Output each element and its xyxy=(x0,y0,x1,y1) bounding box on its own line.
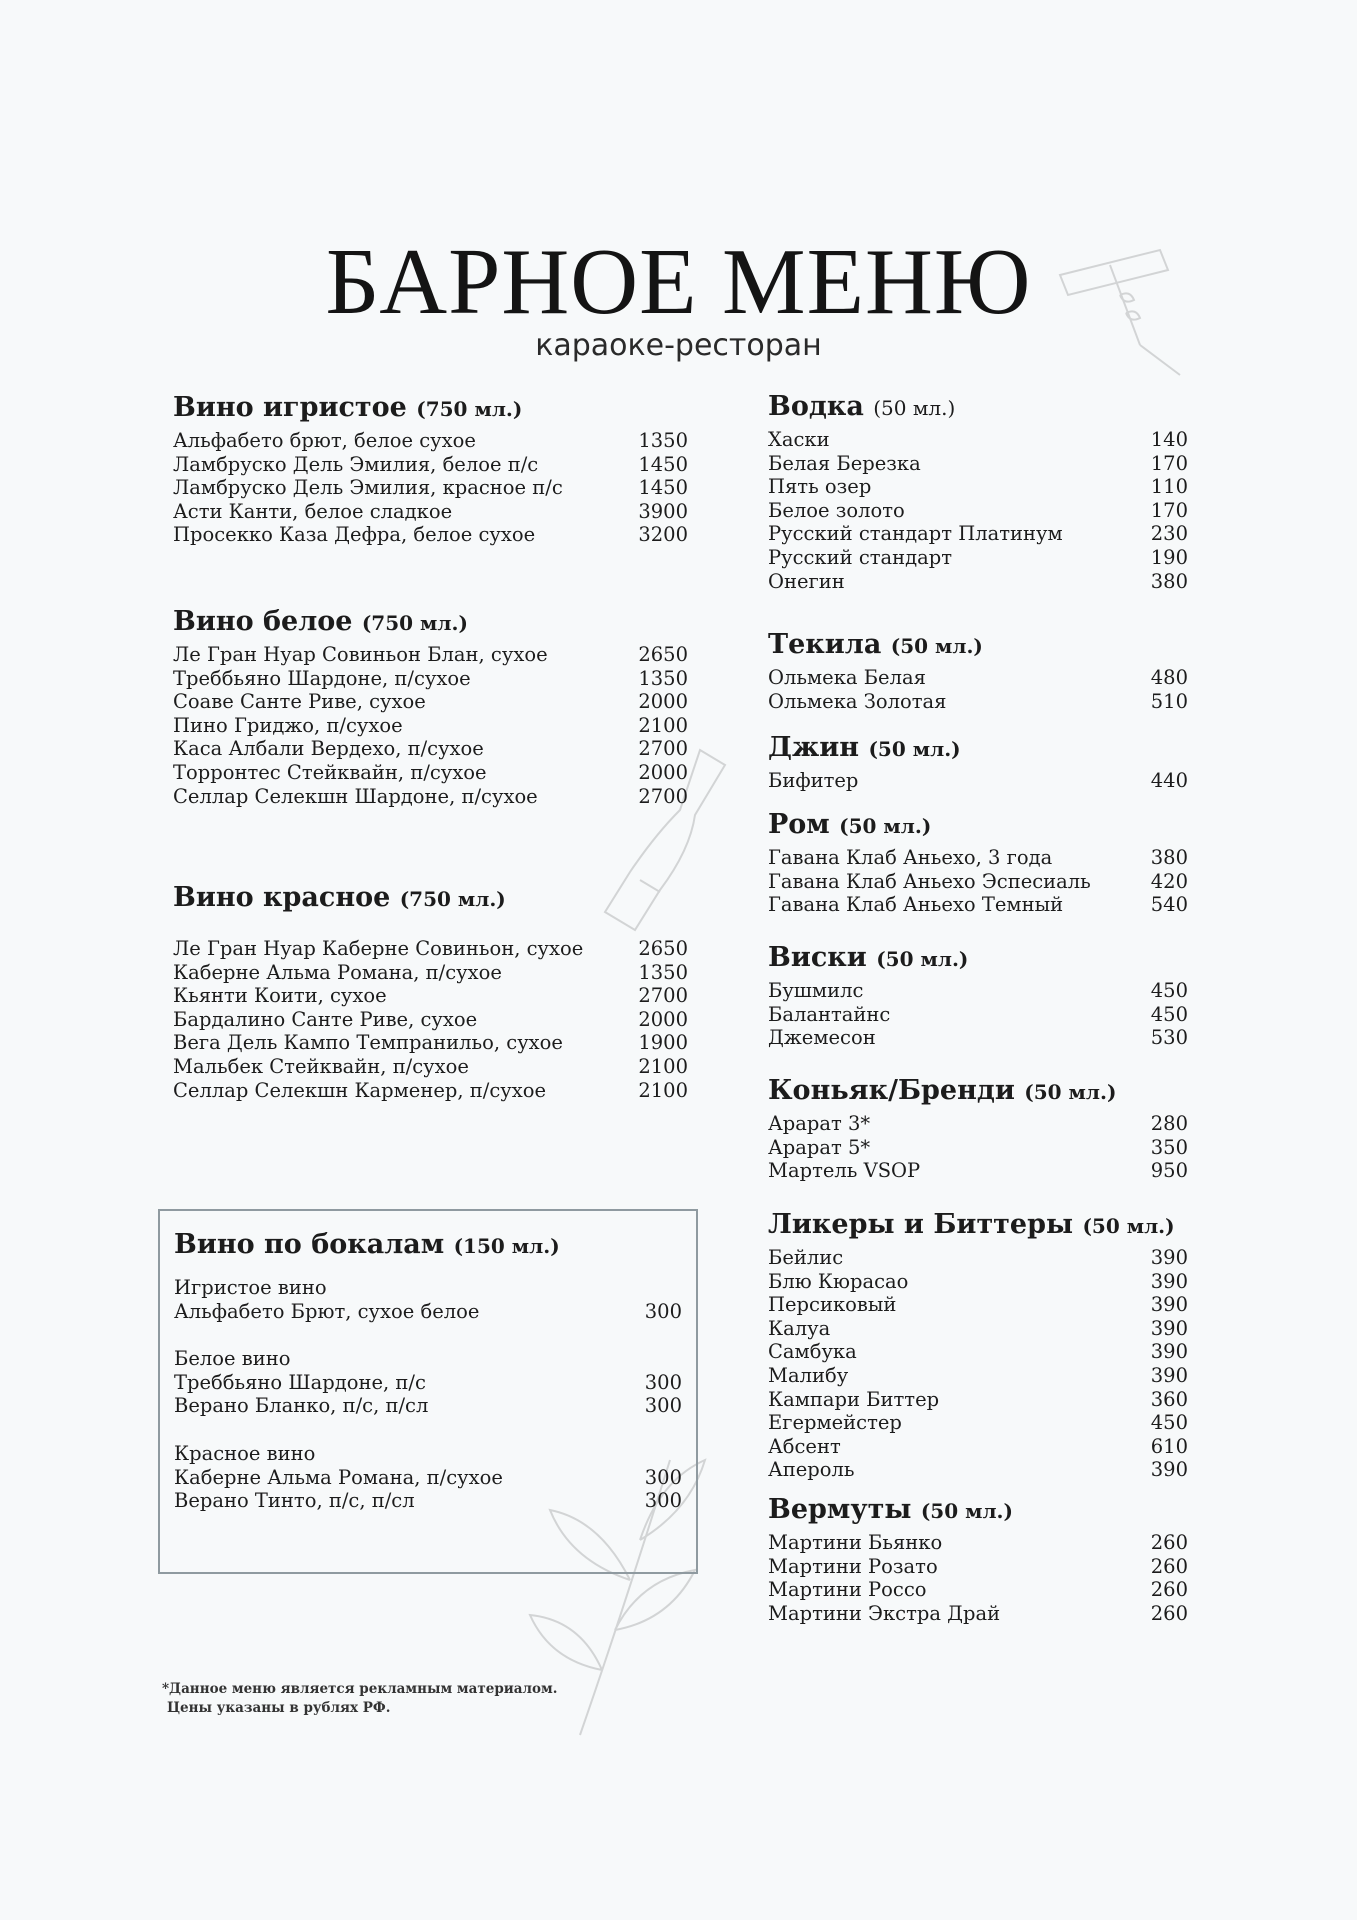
item-price: 2000 xyxy=(638,690,688,714)
item-price: 350 xyxy=(1150,1135,1188,1159)
item-price: 170 xyxy=(1150,498,1188,522)
menu-item xyxy=(768,1293,1188,1317)
item-price: 260 xyxy=(1150,1554,1188,1578)
page-title: БАРНОЕ МЕНЮ xyxy=(325,230,1032,334)
item-name: Селлар Селекшн Карменер, п/сухое xyxy=(173,1078,547,1102)
glass-group-title: Красное вино xyxy=(174,1441,316,1465)
item-name: Хаски xyxy=(768,428,830,451)
menu-item xyxy=(768,1246,1188,1270)
item-name: Мартини Экстра Драй xyxy=(768,1601,1001,1625)
item-name: Гавана Клаб Аньехо Темный xyxy=(768,893,1064,917)
glass-group xyxy=(174,1276,682,1323)
menu-item xyxy=(768,546,1188,570)
section-volume: (50 мл.) xyxy=(876,947,969,971)
item-name: Персиковый xyxy=(768,1293,897,1317)
item-name: Альфабето брют, белое сухое xyxy=(173,429,476,452)
section-volume: (50 мл.) xyxy=(920,1499,1013,1523)
item-name: Гавана Клаб Аньехо, 3 года xyxy=(768,846,1053,869)
glass-group xyxy=(174,1442,682,1513)
item-price: 610 xyxy=(1150,1434,1188,1458)
section-volume: (50 мл.) xyxy=(890,634,983,658)
item-name: Ольмека Белая xyxy=(768,666,926,689)
menu-item xyxy=(173,785,688,809)
menu-item xyxy=(768,1003,1188,1027)
item-name: Бардалино Санте Риве, сухое xyxy=(173,1007,478,1031)
menu-item xyxy=(768,570,1188,594)
section-title: Джин xyxy=(768,732,860,763)
menu-item xyxy=(768,1531,1188,1555)
footnote xyxy=(162,1680,558,1718)
menu-item xyxy=(173,737,688,761)
section-volume: (50 мл.) xyxy=(1082,1214,1175,1238)
menu-item xyxy=(173,1031,688,1055)
item-price: 2650 xyxy=(638,643,688,666)
item-name: Ламбруско Дель Эмилия, красное п/с xyxy=(173,476,563,500)
menu-item xyxy=(173,500,688,524)
glass-group-title: Белое вино xyxy=(174,1347,291,1371)
menu-item xyxy=(174,1371,682,1395)
item-name: Верано Бланко, п/с, п/сл xyxy=(174,1394,429,1418)
item-name: Пять озер xyxy=(768,475,872,499)
item-name: Ле Гран Нуар Совиньон Блан, сухое xyxy=(173,643,548,666)
item-name: Мартини Россо xyxy=(768,1578,927,1602)
section-header xyxy=(768,629,1188,660)
item-price: 2100 xyxy=(638,713,688,737)
item-price: 2650 xyxy=(638,937,688,960)
menu-item xyxy=(768,893,1188,917)
menu-item xyxy=(768,1578,1188,1602)
menu-item xyxy=(174,1466,682,1490)
menu-item xyxy=(174,1300,682,1324)
item-name: Каса Албали Вердехо, п/сухое xyxy=(173,737,484,761)
item-price: 2100 xyxy=(638,1078,688,1102)
item-price: 260 xyxy=(1150,1601,1188,1625)
menu-item xyxy=(173,937,688,961)
item-price: 2700 xyxy=(638,984,688,1008)
menu-item xyxy=(768,1602,1188,1626)
item-price: 280 xyxy=(1150,1112,1188,1135)
item-name: Верано Тинто, п/с, п/сл xyxy=(174,1489,415,1513)
item-name: Арарат 5* xyxy=(768,1135,871,1159)
item-price: 260 xyxy=(1150,1531,1188,1554)
section-volume: (50 мл.) xyxy=(873,396,956,420)
item-name: Калуа xyxy=(768,1316,831,1340)
section-volume: (750 мл.) xyxy=(416,397,523,421)
section-volume: (50 мл.) xyxy=(868,737,961,761)
section-red-wine xyxy=(173,882,688,1102)
item-price: 1450 xyxy=(638,476,688,500)
section-whisky xyxy=(768,942,1188,1050)
item-price: 300 xyxy=(644,1299,682,1323)
section-white-wine xyxy=(173,606,688,808)
wine-by-glass-box xyxy=(158,1209,698,1574)
menu-item xyxy=(768,475,1188,499)
item-name: Абсент xyxy=(768,1434,841,1458)
section-title: Вино по бокалам xyxy=(174,1229,445,1260)
menu-item xyxy=(768,1388,1188,1412)
item-price: 390 xyxy=(1150,1269,1188,1293)
item-price: 230 xyxy=(1150,522,1188,546)
item-price: 540 xyxy=(1150,893,1188,917)
item-price: 1350 xyxy=(638,666,688,690)
menu-item xyxy=(768,1340,1188,1364)
item-price: 300 xyxy=(644,1489,682,1513)
section-title: Вермуты xyxy=(768,1494,912,1525)
item-price: 380 xyxy=(1150,569,1188,593)
menu-item xyxy=(173,714,688,738)
item-name: Пино Гриджо, п/сухое xyxy=(173,713,403,737)
item-price: 1350 xyxy=(638,429,688,452)
item-price: 390 xyxy=(1150,1293,1188,1317)
menu-item xyxy=(768,452,1188,476)
menu-item xyxy=(768,870,1188,894)
item-name: Мартини Розато xyxy=(768,1554,938,1578)
menu-item xyxy=(173,1079,688,1103)
item-price: 110 xyxy=(1150,475,1188,499)
glass-groups xyxy=(174,1276,682,1513)
item-name: Треббьяно Шардоне, п/сухое xyxy=(173,666,471,690)
item-price: 300 xyxy=(644,1465,682,1489)
item-name: Вега Дель Кампо Темпранильо, сухое xyxy=(173,1031,563,1055)
section-title: Текила xyxy=(768,629,882,660)
item-name: Альфабето Брют, сухое белое xyxy=(174,1299,480,1323)
item-price: 510 xyxy=(1150,689,1188,713)
item-price: 1350 xyxy=(638,960,688,984)
item-price: 3900 xyxy=(638,499,688,523)
section-header xyxy=(173,606,688,637)
item-name: Ламбруско Дель Эмилия, белое п/с xyxy=(173,452,539,476)
item-price: 2700 xyxy=(638,737,688,761)
section-vermouth xyxy=(768,1494,1188,1625)
menu-item xyxy=(768,1270,1188,1294)
item-name: Мартель VSOP xyxy=(768,1159,921,1183)
menu-item xyxy=(768,979,1188,1003)
menu-item xyxy=(768,1435,1188,1459)
item-price: 390 xyxy=(1150,1316,1188,1340)
menu-item xyxy=(173,476,688,500)
item-name: Бейлис xyxy=(768,1246,844,1269)
section-title: Коньяк/Бренди xyxy=(768,1075,1015,1106)
menu-item xyxy=(768,1458,1188,1482)
section-rum xyxy=(768,809,1188,917)
item-name: Бушмилс xyxy=(768,979,864,1002)
menu-item xyxy=(768,1411,1188,1435)
menu-item xyxy=(173,984,688,1008)
item-price: 440 xyxy=(1150,769,1188,792)
item-price: 450 xyxy=(1150,979,1188,1002)
item-price: 420 xyxy=(1150,869,1188,893)
section-header xyxy=(768,1209,1188,1240)
section-title: Виски xyxy=(768,942,867,973)
menu-item xyxy=(768,1159,1188,1183)
item-name: Блю Кюрасао xyxy=(768,1269,909,1293)
item-name: Асти Канти, белое сладкое xyxy=(173,499,453,523)
menu-item xyxy=(768,1136,1188,1160)
item-price: 170 xyxy=(1150,451,1188,475)
section-header xyxy=(768,1075,1188,1106)
section-volume: (50 мл.) xyxy=(1024,1080,1117,1104)
item-price: 390 xyxy=(1150,1340,1188,1364)
item-name: Ольмека Золотая xyxy=(768,689,947,713)
item-name: Егермейстер xyxy=(768,1411,902,1435)
section-header xyxy=(174,1229,682,1260)
menu-item xyxy=(174,1489,682,1513)
section-title: Водка xyxy=(768,391,864,422)
menu-item xyxy=(768,499,1188,523)
item-name: Каберне Альма Романа, п/сухое xyxy=(173,960,502,984)
menu-item xyxy=(768,1555,1188,1579)
item-name: Гавана Клаб Аньехо Эспесиаль xyxy=(768,869,1091,893)
section-volume: (150 мл.) xyxy=(453,1234,560,1258)
item-name: Кьянти Коити, сухое xyxy=(173,984,387,1008)
item-name: Торронтес Стейквайн, п/сухое xyxy=(173,760,487,784)
menu-item xyxy=(173,761,688,785)
item-name: Балантайнс xyxy=(768,1002,891,1026)
menu-item xyxy=(768,1317,1188,1341)
item-price: 360 xyxy=(1150,1387,1188,1411)
item-price: 190 xyxy=(1150,545,1188,569)
page-subtitle: караоке-ресторан xyxy=(535,328,822,363)
item-price: 300 xyxy=(644,1394,682,1418)
section-vodka xyxy=(768,391,1188,593)
section-gin xyxy=(768,732,1188,793)
glass-group-title: Игристое вино xyxy=(174,1276,327,1299)
menu-item xyxy=(174,1394,682,1418)
section-header xyxy=(768,1494,1188,1525)
section-title: Ликеры и Биттеры xyxy=(768,1209,1074,1240)
section-volume: (750 мл.) xyxy=(361,611,468,635)
footnote-line: *Данное меню является рекламным материалом. xyxy=(162,1681,558,1697)
item-price: 390 xyxy=(1150,1458,1188,1482)
item-price: 2100 xyxy=(638,1054,688,1078)
item-price: 3200 xyxy=(638,523,688,547)
section-tequila xyxy=(768,629,1188,713)
section-title: Вино красное xyxy=(173,882,391,913)
section-title: Вино игристое xyxy=(173,392,407,423)
menu-item xyxy=(768,666,1188,690)
menu-item xyxy=(173,690,688,714)
footnote-line: Цены указаны в рублях РФ. xyxy=(167,1700,391,1716)
menu-item xyxy=(173,1055,688,1079)
section-title: Вино белое xyxy=(173,606,353,637)
item-name: Кампари Биттер xyxy=(768,1387,940,1411)
menu-item xyxy=(768,690,1188,714)
item-price: 380 xyxy=(1150,846,1188,869)
item-price: 140 xyxy=(1150,428,1188,451)
item-name: Джемесон xyxy=(768,1026,876,1050)
item-name: Бифитер xyxy=(768,769,859,792)
item-name: Селлар Селекшн Шардоне, п/сухое xyxy=(173,784,538,808)
menu-item xyxy=(768,428,1188,452)
menu-item xyxy=(768,846,1188,870)
item-name: Каберне Альма Романа, п/сухое xyxy=(174,1465,503,1489)
section-title: Ром xyxy=(768,809,830,840)
item-name: Треббьяно Шардоне, п/с xyxy=(174,1370,426,1394)
item-name: Белая Березка xyxy=(768,451,921,475)
menu-item xyxy=(768,1112,1188,1136)
item-price: 2700 xyxy=(638,784,688,808)
glass-group xyxy=(174,1347,682,1418)
item-price: 450 xyxy=(1150,1411,1188,1435)
menu-item xyxy=(173,667,688,691)
item-price: 1900 xyxy=(638,1031,688,1055)
item-name: Ле Гран Нуар Каберне Совиньон, сухое xyxy=(173,937,584,960)
menu-item xyxy=(173,429,688,453)
menu-item xyxy=(768,769,1188,793)
item-name: Малибу xyxy=(768,1363,849,1387)
section-header xyxy=(768,732,1188,763)
item-name: Апероль xyxy=(768,1458,855,1482)
section-cognac xyxy=(768,1075,1188,1183)
section-header xyxy=(768,809,1188,840)
section-header xyxy=(173,882,688,913)
menu-item xyxy=(173,961,688,985)
item-price: 2000 xyxy=(638,760,688,784)
section-header xyxy=(768,942,1188,973)
item-name: Русский стандарт Платинум xyxy=(768,522,1063,546)
item-name: Онегин xyxy=(768,569,845,593)
section-sparkling-wine xyxy=(173,392,688,547)
item-name: Белое золото xyxy=(768,498,905,522)
item-price: 390 xyxy=(1150,1246,1188,1269)
section-volume: (750 мл.) xyxy=(399,887,506,911)
section-liqueurs xyxy=(768,1209,1188,1482)
section-header xyxy=(768,391,1188,422)
item-price: 950 xyxy=(1150,1159,1188,1183)
item-name: Самбука xyxy=(768,1340,857,1364)
item-name: Мальбек Стейквайн, п/сухое xyxy=(173,1054,469,1078)
menu-item xyxy=(173,643,688,667)
item-price: 390 xyxy=(1150,1363,1188,1387)
item-name: Соаве Санте Риве, сухое xyxy=(173,690,426,714)
item-price: 300 xyxy=(644,1370,682,1394)
menu-item xyxy=(768,1026,1188,1050)
item-name: Просекко Каза Дефра, белое сухое xyxy=(173,523,536,547)
item-name: Арарат 3* xyxy=(768,1112,871,1135)
item-price: 450 xyxy=(1150,1002,1188,1026)
item-price: 480 xyxy=(1150,666,1188,689)
menu-item xyxy=(173,1008,688,1032)
item-price: 530 xyxy=(1150,1026,1188,1050)
section-header xyxy=(173,392,688,423)
item-price: 260 xyxy=(1150,1578,1188,1602)
section-volume: (50 мл.) xyxy=(839,814,932,838)
item-name: Русский стандарт xyxy=(768,545,953,569)
menu-item xyxy=(768,522,1188,546)
menu-item xyxy=(768,1364,1188,1388)
menu-item xyxy=(173,523,688,547)
menu-item xyxy=(173,453,688,477)
item-price: 1450 xyxy=(638,452,688,476)
item-name: Мартини Бьянко xyxy=(768,1531,943,1554)
item-price: 2000 xyxy=(638,1007,688,1031)
